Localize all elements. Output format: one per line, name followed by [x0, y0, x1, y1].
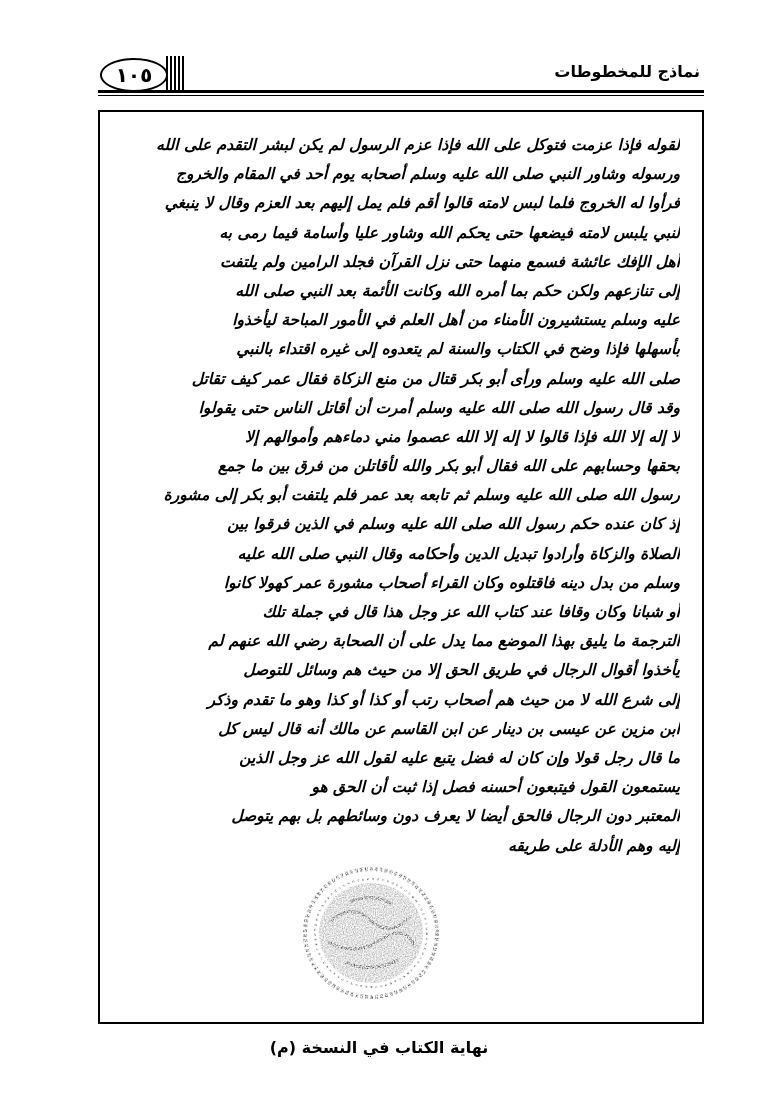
manuscript-line: ورسوله وشاور النبي صلى الله عليه وسلم أصحابه يوم أحد في المقام والخروج — [176, 164, 680, 184]
manuscript-line: إلى تنازعهم ولكن حكم بما أمره الله وكانت الأئمة بعد النبي صلى الله — [235, 280, 680, 300]
manuscript-line: إليه وهم الأدلة على طريقه — [508, 835, 680, 855]
manuscript-line: لقوله فإذا عزمت فتوكل على الله فإذا عزم الرسول لم يكن لبشر التقدم على الله — [156, 135, 680, 154]
page-number-badge — [100, 58, 168, 92]
manuscript-line: يستمعون القول فيتبعون أحسنه فصل إذا ثبت أن الحق هو — [311, 777, 680, 797]
page-number: ١٠٥ — [115, 63, 153, 87]
header-title: نماذج للمخطوطات — [554, 62, 700, 81]
manuscript-line: يأخذوا أقوال الرجال في طريق الحق إلا من حيث هم وسائل للتوصل — [243, 660, 680, 680]
header-rule — [98, 90, 704, 93]
manuscript-line: فرأوا له الخروج فلما لبس لامته قالوا أقم فلم يمل إليهم بعد العزم وقال لا ينبغي — [164, 193, 680, 213]
manuscript-line: إلى شرع الله لا من حيث هم أصحاب رتب أو كذا أو كذا وهو ما تقدم وذكر — [207, 689, 680, 709]
manuscript-line: ابن مزين عن عيسى بن دينار عن ابن القاسم عن مالك أنه قال ليس كل — [218, 718, 680, 738]
manuscript-line: الصلاة والزكاة وأرادوا تبديل الدين وأحكامه وقال النبي صلى الله عليه — [237, 543, 680, 563]
page-caption: نهاية الكتاب في النسخة (م) — [269, 1038, 489, 1057]
ownership-seal-icon — [300, 862, 442, 1004]
manuscript-line: بأسهلها فإذا وضح في الكتاب والسنة لم يتعدوه إلى غيره اقتداء بالنبي — [236, 339, 680, 359]
manuscript-line: أو شبانا وكان وقافا عند كتاب الله عز وجل هذا قال في جملة تلك — [262, 602, 680, 621]
manuscript-line: بحقها وحسابهم على الله فقال أبو بكر والله لأقاتلن من فرق بين ما جمع — [217, 456, 680, 476]
manuscript-line: ما قال رجل قولا وإن كان له فضل يتبع عليه لقول الله عز وجل الذين — [239, 747, 680, 767]
manuscript-line: الترجمة ما يليق بهذا الموضع مما يدل على أن الصحابة رضي الله عنهم لم — [208, 631, 680, 651]
manuscript-line: لا إله إلا الله فإذا قالوا لا إله إلا الله عصموا مني دماءهم وأموالهم إلا — [245, 426, 680, 446]
header-stripes-ornament — [166, 56, 186, 90]
manuscript-line: أهل الإفك عائشة فسمع منهما حتى نزل القرآن فجلد الرامين ولم يلتفت — [220, 251, 680, 271]
manuscript-line: لنبي يلبس لامته فيضعها حتى يحكم الله وشاور عليا وأسامة فيما رمى به — [219, 222, 680, 242]
manuscript-line: عليه وسلم يستشيرون الأمناء من أهل العلم في الأمور المباحة ليأخذوا — [232, 310, 680, 330]
manuscript-line: وقد قال رسول الله صلى الله عليه وسلم أمرت أن أقاتل الناس حتى يقولوا — [198, 397, 680, 417]
manuscript-line: إذ كان عنده حكم رسول الله صلى الله عليه وسلم في الذين فرقوا بين — [227, 514, 680, 534]
manuscript-text — [130, 130, 680, 860]
manuscript-line: المعتبر دون الرجال فالحق أيضا لا يعرف دون وسائطهم بل بهم يتوصل — [231, 806, 680, 826]
manuscript-line: وسلم من بدل دينه فاقتلوه وكان القراء أصحاب مشورة عمر كهولا كانوا — [223, 572, 680, 592]
manuscript-line: رسول الله صلى الله عليه وسلم ثم تابعه بعد عمر فلم يلتفت أبو بكر إلى مشورة — [163, 485, 680, 505]
header-rule-thin — [98, 95, 704, 96]
manuscript-line: صلى الله عليه وسلم ورأى أبو بكر قتال من منع الزكاة فقال عمر كيف تقاتل — [191, 368, 680, 388]
